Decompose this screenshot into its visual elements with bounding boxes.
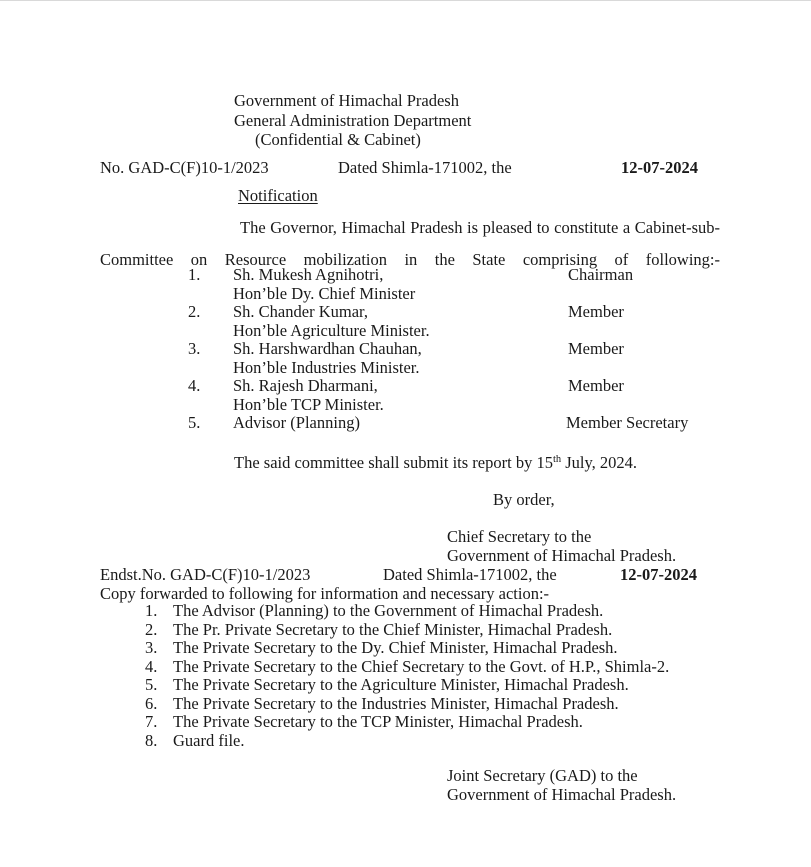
member-name: Sh. Rajesh Dharmani, bbox=[233, 376, 378, 395]
member-designation: Hon’ble TCP Minister. bbox=[233, 394, 384, 414]
letterhead-line-government: Government of Himachal Pradesh bbox=[234, 91, 459, 110]
endorsement-date: 12-07-2024 bbox=[620, 565, 697, 584]
distribution-item-number: 4. bbox=[145, 656, 158, 676]
committee-member-row bbox=[100, 339, 740, 358]
member-role: Chairman bbox=[568, 265, 634, 284]
endorsement-dated-label: Dated Shimla-171002, the bbox=[383, 565, 557, 584]
distribution-item-text: The Private Secretary to the Chief Secretary to the Govt. of H.P., Shimla-2. bbox=[173, 656, 670, 676]
distribution-list-item bbox=[100, 601, 740, 620]
member-role: Member bbox=[568, 302, 624, 321]
distribution-item-text: The Private Secretary to the Industries Minister, Himachal Pradesh. bbox=[173, 693, 619, 713]
copy-forwarded-note: Copy forwarded to following for information and necessary action:- bbox=[100, 584, 550, 603]
member-role: Member Secretary bbox=[566, 413, 689, 432]
distribution-item-number: 5. bbox=[145, 675, 158, 694]
member-name: Advisor (Planning) bbox=[233, 413, 360, 432]
page-title: Notification bbox=[238, 186, 318, 205]
committee-member-row bbox=[100, 376, 740, 395]
distribution-item-text: The Advisor (Planning) to the Government of Himachal Pradesh. bbox=[173, 601, 604, 620]
distribution-item-number: 7. bbox=[145, 712, 158, 731]
reference-date: 12-07-2024 bbox=[621, 158, 698, 177]
document-sheet bbox=[0, 1, 811, 867]
letterhead-line-department: General Administration Department bbox=[234, 110, 472, 130]
distribution-list-item bbox=[100, 694, 740, 713]
distribution-item-number: 6. bbox=[145, 693, 158, 713]
signature-block-joint-secretary bbox=[447, 766, 676, 804]
committee-member-row bbox=[100, 413, 740, 432]
reference-number: No. GAD-C(F)10-1/2023 bbox=[100, 158, 269, 177]
distribution-list-item bbox=[100, 712, 740, 731]
member-designation: Hon’ble Dy. Chief Minister bbox=[233, 283, 416, 303]
member-name: Sh. Harshwardhan Chauhan, bbox=[233, 339, 422, 358]
distribution-list-item bbox=[100, 731, 740, 750]
committee-member-designation-row bbox=[100, 358, 740, 377]
letterhead bbox=[234, 91, 471, 150]
distribution-item-text: Guard file. bbox=[173, 730, 245, 750]
committee-member-row bbox=[100, 302, 740, 321]
opening-paragraph: The Governor, Himachal Pradesh is pleased to constitute a Cabinet-sub-Committee on Resource mobilization in the State comprising of following:- bbox=[100, 218, 720, 269]
distribution-item-text: The Private Secretary to the TCP Minister, Himachal Pradesh. bbox=[173, 712, 583, 731]
member-role: Member bbox=[568, 376, 624, 395]
signature-block-chief-secretary bbox=[447, 527, 676, 565]
distribution-item-text: The Private Secretary to the Dy. Chief Minister, Himachal Pradesh. bbox=[173, 638, 618, 657]
distribution-item-text: The Pr. Private Secretary to the Chief Minister, Himachal Pradesh. bbox=[173, 619, 613, 639]
signature-one-line-2: Government of Himachal Pradesh. bbox=[447, 546, 677, 565]
signature-two-line-2: Government of Himachal Pradesh. bbox=[447, 785, 677, 804]
distribution-list-item bbox=[100, 657, 740, 676]
by-order-text: By order, bbox=[493, 490, 555, 509]
member-designation: Hon’ble Industries Minister. bbox=[233, 357, 420, 377]
distribution-list bbox=[100, 601, 740, 749]
member-name: Sh. Chander Kumar, bbox=[233, 302, 368, 321]
endorsement-number: Endst.No. GAD-C(F)10-1/2023 bbox=[100, 565, 311, 584]
member-number: 2. bbox=[188, 302, 201, 321]
distribution-item-number: 3. bbox=[145, 638, 158, 657]
member-number: 5. bbox=[188, 413, 201, 432]
member-number: 1. bbox=[188, 265, 201, 284]
signature-two-line-1: Joint Secretary (GAD) to the bbox=[447, 766, 638, 785]
committee-member-designation-row bbox=[100, 284, 740, 303]
committee-member-row bbox=[100, 265, 740, 284]
member-designation: Hon’ble Agriculture Minister. bbox=[233, 320, 430, 340]
report-submission-text-before: The said committee shall submit its report by 15 bbox=[234, 453, 553, 472]
signature-one-line-1: Chief Secretary to the bbox=[447, 527, 592, 546]
member-name: Sh. Mukesh Agnihotri, bbox=[233, 265, 384, 284]
report-submission-line bbox=[234, 453, 637, 473]
member-role: Member bbox=[568, 339, 624, 358]
reference-dated-label: Dated Shimla-171002, the bbox=[338, 158, 512, 177]
member-number: 3. bbox=[188, 339, 201, 358]
committee-member-designation-row bbox=[100, 395, 740, 414]
member-number: 4. bbox=[188, 376, 201, 395]
committee-member-designation-row bbox=[100, 321, 740, 340]
ordinal-suffix: th bbox=[552, 454, 562, 465]
distribution-item-number: 2. bbox=[145, 619, 158, 639]
distribution-list-item bbox=[100, 638, 740, 657]
distribution-item-number: 1. bbox=[145, 601, 158, 620]
letterhead-line-confidential: (Confidential & Cabinet) bbox=[255, 130, 421, 149]
report-submission-text-after: July, 2024. bbox=[561, 453, 638, 472]
distribution-list-item bbox=[100, 620, 740, 639]
distribution-list-item bbox=[100, 675, 740, 694]
distribution-item-number: 8. bbox=[145, 730, 158, 750]
distribution-item-text: The Private Secretary to the Agriculture Minister, Himachal Pradesh. bbox=[173, 675, 629, 694]
